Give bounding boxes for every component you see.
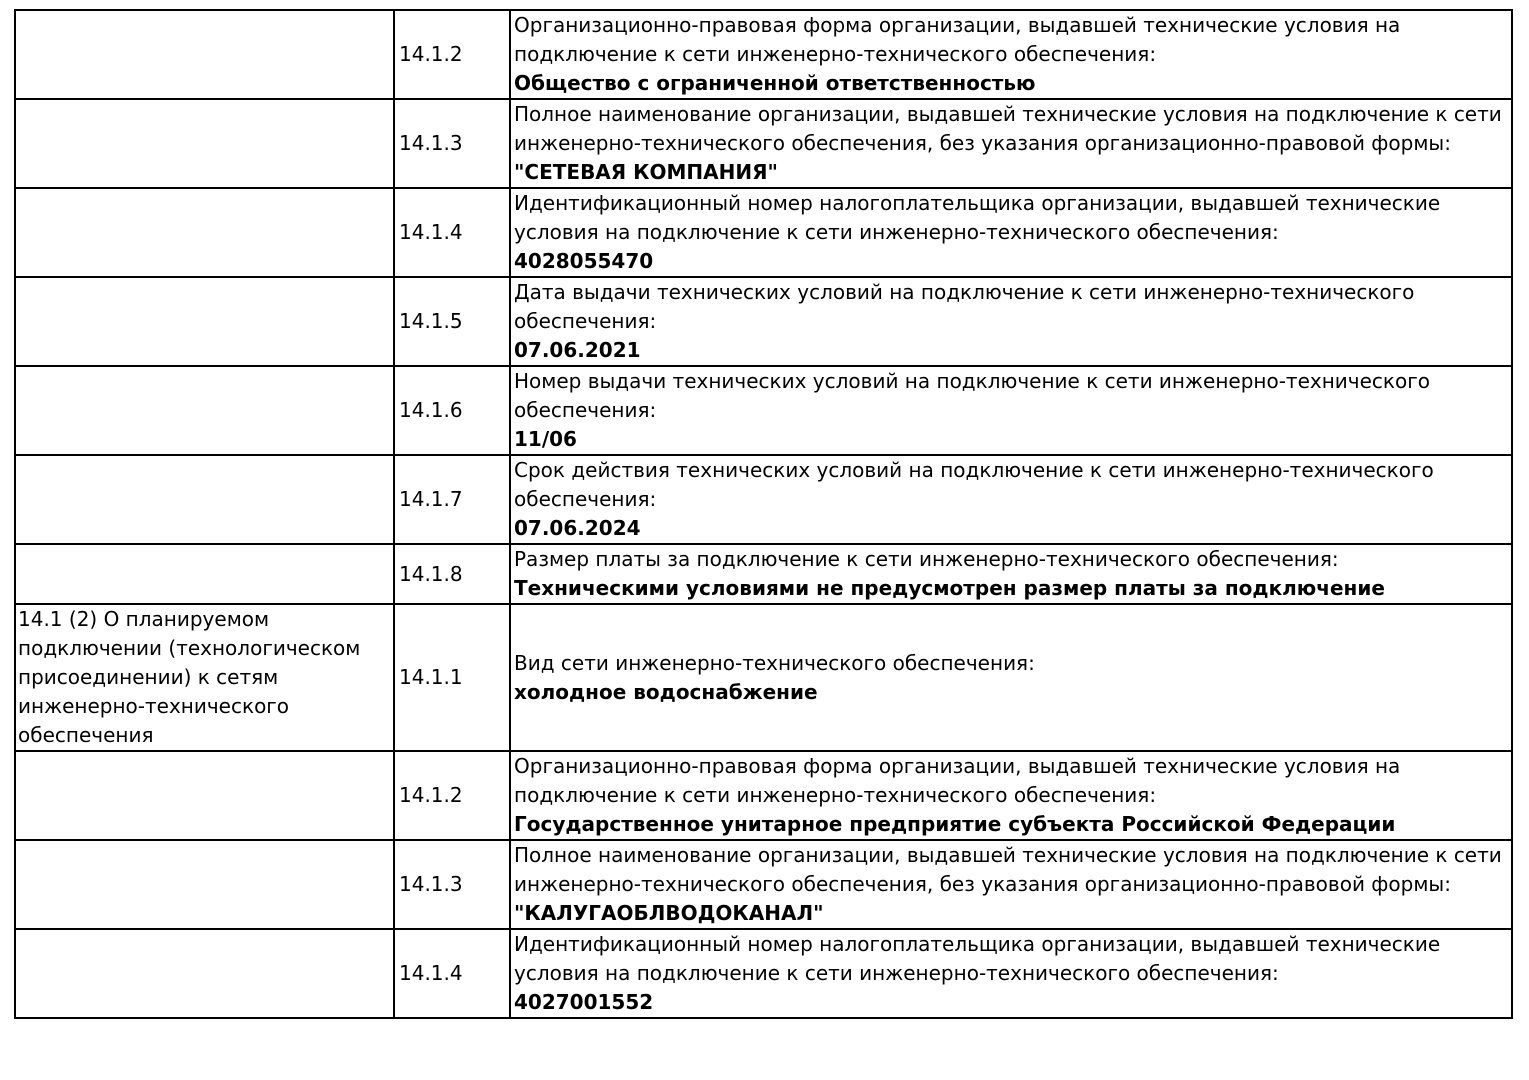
row-content xyxy=(510,366,1512,455)
row-value: холодное водоснабжение xyxy=(514,679,818,704)
table-row xyxy=(15,544,1512,604)
table-row xyxy=(15,929,1512,1018)
row-content xyxy=(510,751,1512,840)
row-number: 14.1.3 xyxy=(394,99,510,188)
row-value: Общество с ограниченной ответственностью xyxy=(514,71,1036,95)
section-cell xyxy=(15,840,394,929)
table-row xyxy=(15,751,1512,840)
row-number: 14.1.2 xyxy=(394,751,510,840)
row-number: 14.1.7 xyxy=(394,455,510,544)
section-cell xyxy=(15,751,394,840)
row-content xyxy=(510,277,1512,366)
row-number: 14.1.8 xyxy=(394,544,510,604)
row-content xyxy=(510,188,1512,277)
row-value: Государственное унитарное предприятие субъекта Российской Федерации xyxy=(514,812,1396,836)
table-row xyxy=(15,188,1512,277)
row-value: "КАЛУГАОБЛВОДОКАНАЛ" xyxy=(514,901,824,925)
section-cell xyxy=(15,99,394,188)
table-row xyxy=(15,455,1512,544)
row-content xyxy=(510,840,1512,929)
row-label: Номер выдачи технических условий на подключение к сети инженерно-технического обеспечения: xyxy=(514,369,1430,422)
row-number: 14.1.6 xyxy=(394,366,510,455)
table-row xyxy=(15,10,1512,99)
row-label: Вид сети инженерно-технического обеспечения: xyxy=(514,650,1035,675)
row-value: 11/06 xyxy=(514,427,577,451)
section-cell xyxy=(15,455,394,544)
section-cell xyxy=(15,277,394,366)
row-value: 4028055470 xyxy=(514,249,654,273)
section-cell xyxy=(15,544,394,604)
row-label: Организационно-правовая форма организации, выдавшей технические условия на подключение к сети инженерно-технического обеспечения: xyxy=(514,754,1401,807)
row-value: 07.06.2021 xyxy=(514,338,641,362)
row-number: 14.1.5 xyxy=(394,277,510,366)
table-row xyxy=(15,366,1512,455)
row-label: Идентификационный номер налогоплательщика организации, выдавшей технические условия на подключение к сети инженерно-технического обеспечения: xyxy=(514,932,1441,985)
row-content xyxy=(510,604,1512,751)
row-content xyxy=(510,10,1512,99)
row-label: Полное наименование организации, выдавшей технические условия на подключение к сети инженерно-технического обеспечения, без указания организационно-правовой формы: xyxy=(514,843,1502,896)
table-row xyxy=(15,277,1512,366)
row-label: Организационно-правовая форма организации, выдавшей технические условия на подключение к сети инженерно-технического обеспечения: xyxy=(514,13,1401,66)
section-cell xyxy=(15,188,394,277)
row-value: 4027001552 xyxy=(514,990,654,1014)
row-number: 14.1.1 xyxy=(394,604,510,751)
row-label: Идентификационный номер налогоплательщика организации, выдавшей технические условия на подключение к сети инженерно-технического обеспечения: xyxy=(514,191,1441,244)
row-number: 14.1.3 xyxy=(394,840,510,929)
row-content xyxy=(510,929,1512,1018)
row-value: Техническими условиями не предусмотрен размер платы за подключение xyxy=(514,576,1385,600)
table-row xyxy=(15,604,1512,751)
row-number: 14.1.4 xyxy=(394,188,510,277)
row-content xyxy=(510,99,1512,188)
row-label: Размер платы за подключение к сети инженерно-технического обеспечения: xyxy=(514,547,1339,571)
table-row xyxy=(15,840,1512,929)
row-number: 14.1.2 xyxy=(394,10,510,99)
section-cell xyxy=(15,10,394,99)
row-value: 07.06.2024 xyxy=(514,516,641,540)
table-row xyxy=(15,99,1512,188)
row-label: Дата выдачи технических условий на подключение к сети инженерно-технического обеспечения: xyxy=(514,280,1415,333)
row-content xyxy=(510,544,1512,604)
section-cell xyxy=(15,929,394,1018)
row-label: Полное наименование организации, выдавшей технические условия на подключение к сети инженерно-технического обеспечения, без указания организационно-правовой формы: xyxy=(514,102,1502,155)
row-number: 14.1.4 xyxy=(394,929,510,1018)
declaration-table xyxy=(14,9,1513,1019)
row-content xyxy=(510,455,1512,544)
section-cell: 14.1 (2) О планируемом подключении (технологическом присоединении) к сетям инженерно-технического обеспечения xyxy=(15,604,394,751)
row-value: "СЕТЕВАЯ КОМПАНИЯ" xyxy=(514,160,778,184)
section-cell xyxy=(15,366,394,455)
row-label: Срок действия технических условий на подключение к сети инженерно-технического обеспечения: xyxy=(514,458,1434,511)
